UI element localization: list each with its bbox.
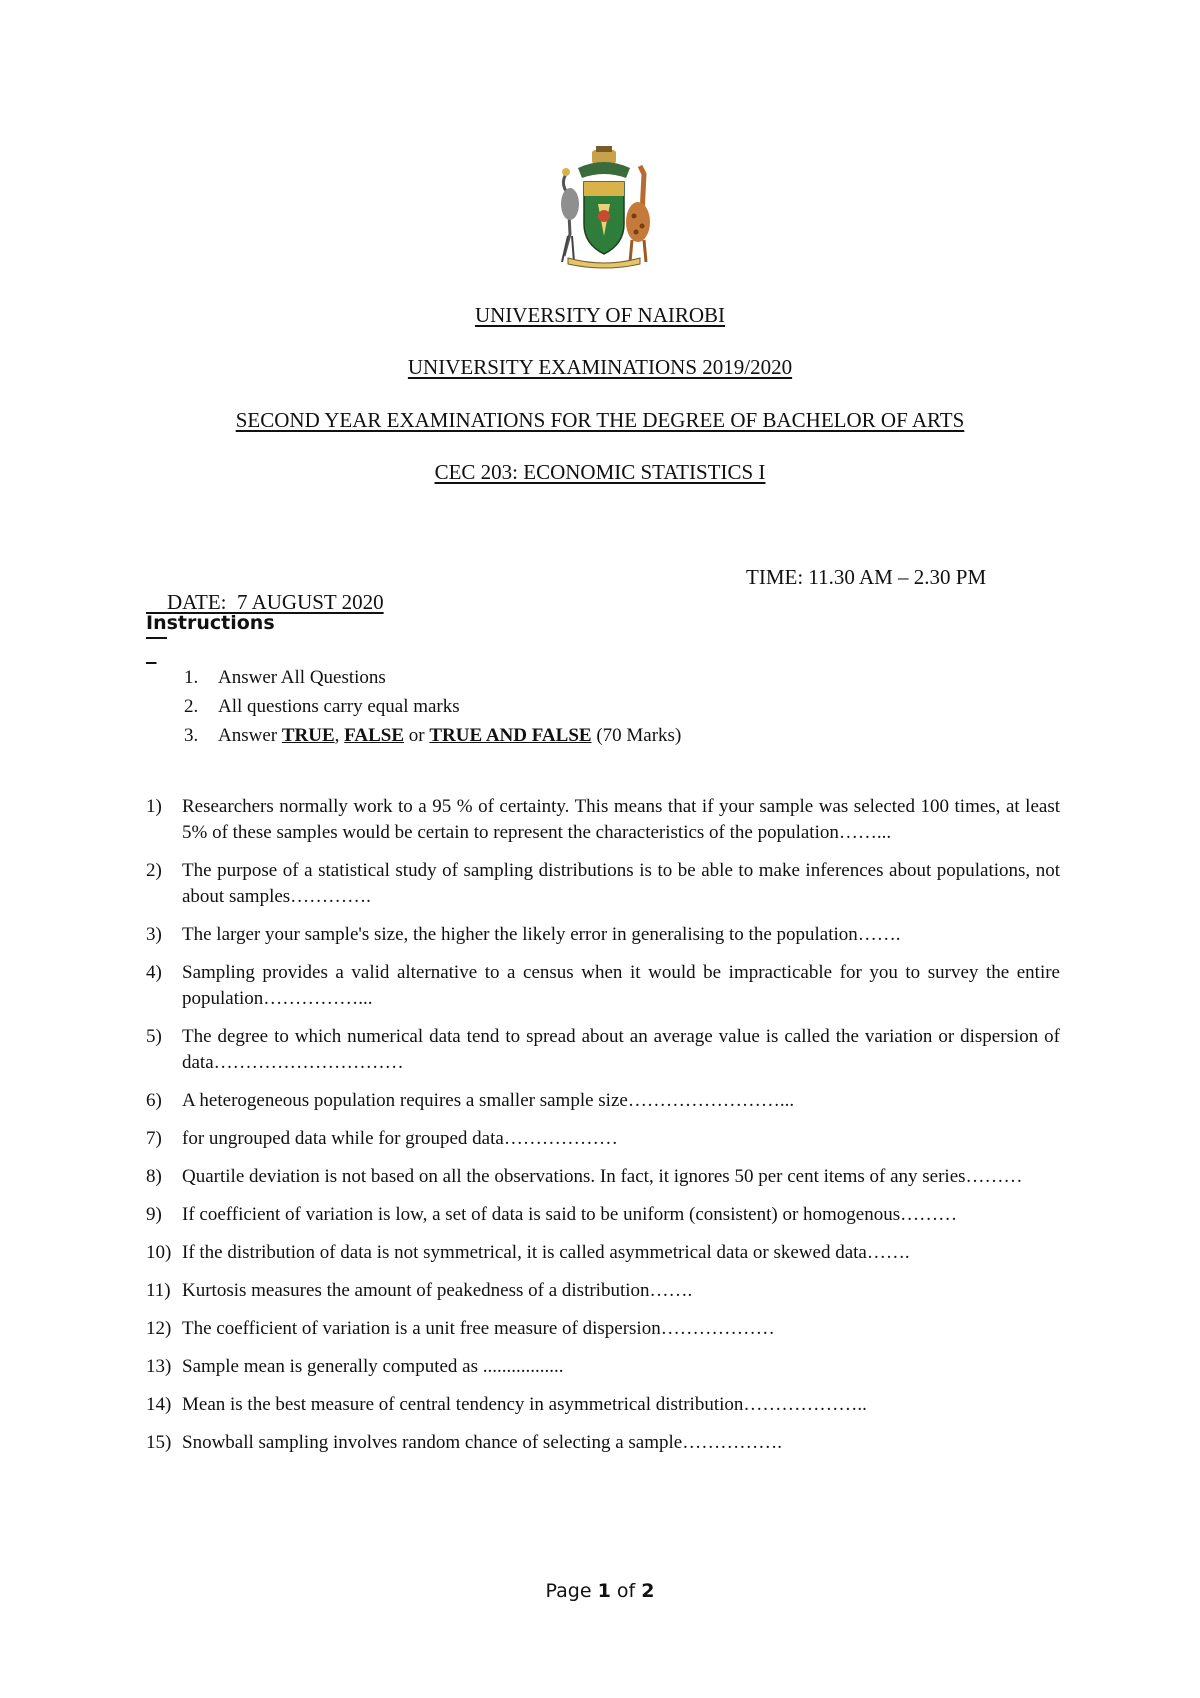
instruction-number: 2. [184, 696, 199, 717]
question-item [146, 1240, 1060, 1266]
question-item [146, 1202, 1060, 1228]
question-number: 7) [146, 1128, 162, 1149]
marks-note: (70 Marks) [591, 725, 682, 746]
instruction-text [218, 721, 681, 750]
or-separator: or [404, 725, 430, 746]
question-text: The coefficient of variation is a unit free measure of dispersion……………… [182, 1318, 775, 1339]
comma-separator: , [334, 725, 345, 746]
question-item [146, 1278, 1060, 1304]
question-text: for ungrouped data while for grouped data……………… [182, 1128, 618, 1149]
university-crest-logo [548, 144, 660, 272]
question-item [146, 1316, 1060, 1342]
question-number: 6) [146, 1090, 162, 1111]
question-text: Sample mean is generally computed as ................. [182, 1356, 564, 1377]
question-number: 3) [146, 924, 162, 945]
question-text: Quartile deviation is not based on all the observations. In fact, it ignores 50 per cent items of any series……… [182, 1166, 1023, 1187]
question-item [146, 1354, 1060, 1380]
question-item [146, 794, 1060, 846]
degree-title: SECOND YEAR EXAMINATIONS FOR THE DEGREE OF BACHELOR OF ARTS [235, 408, 965, 432]
instruction-text: Answer All Questions [218, 667, 386, 688]
question-text: The larger your sample's size, the higher the likely error in generalising to the population……. [182, 924, 901, 945]
of-word: of [610, 1580, 642, 1602]
question-text: If the distribution of data is not symmetrical, it is called asymmetrical data or skewed data……. [182, 1242, 910, 1263]
question-item [146, 922, 1060, 948]
question-number: 12) [146, 1318, 172, 1339]
page-footer [0, 1580, 1200, 1602]
question-item [146, 1430, 1060, 1456]
answer-true-and-false: TRUE AND FALSE [429, 725, 592, 746]
course-title: CEC 203: ECONOMIC STATISTICS I [434, 460, 766, 484]
question-number: 11) [146, 1280, 171, 1301]
examinations-title: UNIVERSITY EXAMINATIONS 2019/2020 [407, 355, 793, 379]
question-item [146, 1126, 1060, 1152]
question-number: 1) [146, 796, 162, 817]
question-text: The purpose of a statistical study of sampling distributions is to be able to make inferences about populations, not about samples…………. [182, 860, 1060, 907]
question-number: 5) [146, 1026, 162, 1047]
question-item [146, 1164, 1060, 1190]
instructions-heading: Instructions [146, 612, 275, 634]
instruction-prefix: Answer [218, 725, 282, 746]
page-total: 2 [641, 1580, 655, 1602]
question-number: 8) [146, 1166, 162, 1187]
date-time-line [146, 565, 1044, 665]
exam-time: TIME: 11.30 AM – 2.30 PM [746, 565, 987, 589]
question-text: Researchers normally work to a 95 % of certainty. This means that if your sample was selected 100 times, at least 5% of these samples would be certain to represent the characteristics of the population……... [182, 796, 1060, 843]
question-number: 10) [146, 1242, 172, 1263]
question-text: If coefficient of variation is low, a set of data is said to be uniform (consistent) or homogenous……… [182, 1204, 958, 1225]
university-name: UNIVERSITY OF NAIROBI [474, 303, 726, 327]
question-item [146, 960, 1060, 1012]
instruction-number: 1. [184, 667, 199, 688]
question-number: 4) [146, 962, 162, 983]
page-number: 1 [597, 1580, 611, 1602]
question-number: 2) [146, 860, 162, 881]
question-number: 15) [146, 1432, 172, 1453]
answer-false: FALSE [344, 725, 404, 746]
instruction-number: 3. [184, 725, 199, 746]
question-item [146, 1392, 1060, 1418]
question-number: 13) [146, 1356, 172, 1377]
instruction-text: All questions carry equal marks [218, 696, 460, 717]
question-text: A heterogeneous population requires a smaller sample size……………………... [182, 1090, 795, 1111]
question-text: Kurtosis measures the amount of peakedness of a distribution……. [182, 1280, 693, 1301]
question-number: 14) [146, 1394, 172, 1415]
question-item [146, 1024, 1060, 1076]
answer-true: TRUE [281, 725, 335, 746]
question-text: The degree to which numerical data tend to spread about an average value is called the variation or dispersion of data………………………… [182, 1026, 1060, 1073]
question-number: 9) [146, 1204, 162, 1225]
question-text: Sampling provides a valid alternative to a census when it would be impracticable for you to survey the entire population……………... [182, 962, 1060, 1009]
question-text: Snowball sampling involves random chance of selecting a sample……………. [182, 1432, 782, 1453]
exam-date: DATE: 7 AUGUST 2020 [167, 590, 384, 614]
question-text: Mean is the best measure of central tendency in asymmetrical distribution……………….. [182, 1394, 867, 1415]
questions-list [146, 794, 1060, 1468]
question-item [146, 1088, 1060, 1114]
question-item [146, 858, 1060, 910]
page-word: Page [545, 1580, 598, 1602]
